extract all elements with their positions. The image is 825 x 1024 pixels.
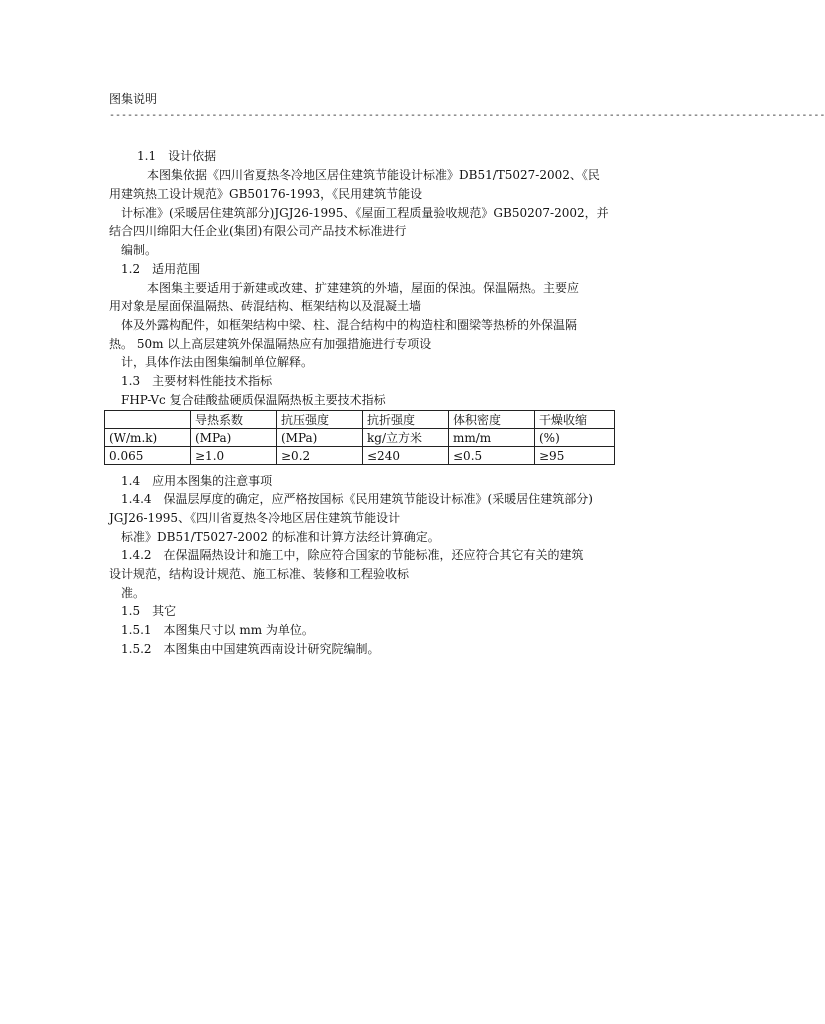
table-cell: ≥0.2 [277,447,363,465]
table-cell: ≤0.5 [449,447,535,465]
table-header-cell [105,411,191,429]
table-header-row [105,411,615,429]
section-1-2-line: 热。 50m 以上高层建筑外保温隔热应有加强措施进行专项设 [109,337,432,351]
section-1-2-line: 体及外露构配件，如框架结构中梁、柱、混合结构中的构造柱和圈梁等热桥的外保温隔 [121,318,578,332]
section-1-4-heading: 1.4 应用本图集的注意事项 [121,474,273,488]
spec-table [104,410,615,465]
section-1-1-line: 本图集依据《四川省夏热冬冷地区居住建筑节能设计标准》DB51/T5027-2002、《民 [147,168,600,182]
table-header-cell: 抗折强度 [363,411,449,429]
table-units-row [105,429,615,447]
table-header-cell: 抗压强度 [277,411,363,429]
section-1-4-2-line: 准。 [121,586,146,600]
table-cell: (W/m.k) [105,429,191,447]
table-cell: kg/立方米 [363,429,449,447]
table-cell: ≥95 [535,447,615,465]
table-header-cell: 干燥收缩 [535,411,615,429]
table-header-cell: 导热系数 [191,411,277,429]
section-1-1-line: 用建筑热工设计规范》GB50176-1993，《民用建筑节能设 [109,187,423,201]
section-1-2-line: 计，具体作法由图集编制单位解释。 [121,355,314,369]
section-1-1-line: 编制。 [121,243,158,257]
section-1-2-heading: 1.2 适用范围 [121,262,201,276]
table-cell: ≥1.0 [191,447,277,465]
section-1-4-4-line: 标准》DB51/T5027-2002 的标准和计算方法经计算确定。 [121,530,440,544]
section-1-4-4-line: JGJ26-1995、《四川省夏热冬冷地区居住建筑节能设计 [109,511,401,525]
section-1-3-heading: 1.3 主要材料性能技术指标 [121,374,273,388]
header-divider: ----------------------------------------------------------------------------------------------------------------------- [109,110,825,121]
table-cell: mm/m [449,429,535,447]
section-1-4-4-line: 1.4.4 保温层厚度的确定，应严格按国标《民用建筑节能设计标准》(采暖居住建筑部分) [121,492,593,506]
section-1-2-line: 用对象是屋面保温隔热、砖混结构、框架结构以及混凝土墙 [109,299,422,313]
section-1-1-line: 结合四川绵阳大任企业(集团)有限公司产品技术标准进行 [109,224,407,238]
table-header-cell: 体积密度 [449,411,535,429]
section-1-5-2-line: 1.5.2 本图集由中国建筑西南设计研究院编制。 [121,642,380,656]
page-title: 图集说明 [109,92,158,106]
section-1-2-line: 本图集主要适用于新建或改建、扩建建筑的外墙，屋面的保浊。保温隔热。主要应 [147,281,580,295]
table-cell: ≤240 [363,447,449,465]
section-1-1-heading: 1.1 设计依据 [137,149,217,163]
table-cell: (MPa) [191,429,277,447]
section-1-5-heading: 1.5 其它 [121,604,177,618]
table-caption: FHP-Vc 复合硅酸盐硬质保温隔热板主要技术指标 [121,393,386,407]
table-values-row [105,447,615,465]
section-1-5-1-line: 1.5.1 本图集尺寸以 mm 为单位。 [121,623,314,637]
table-cell: (MPa) [277,429,363,447]
table-cell: (%) [535,429,615,447]
table-cell: 0.065 [105,447,191,465]
section-1-4-2-line: 1.4.2 在保温隔热设计和施工中，除应符合国家的节能标准，还应符合其它有关的建筑 [121,548,584,562]
section-1-1-line: 计标准》(采暖居住建筑部分)JGJ26-1995、《屋面工程质量验收规范》GB50207-2002，并 [121,206,609,220]
section-1-4-2-line: 设计规范，结构设计规范、施工标准、装修和工程验收标 [109,567,410,581]
